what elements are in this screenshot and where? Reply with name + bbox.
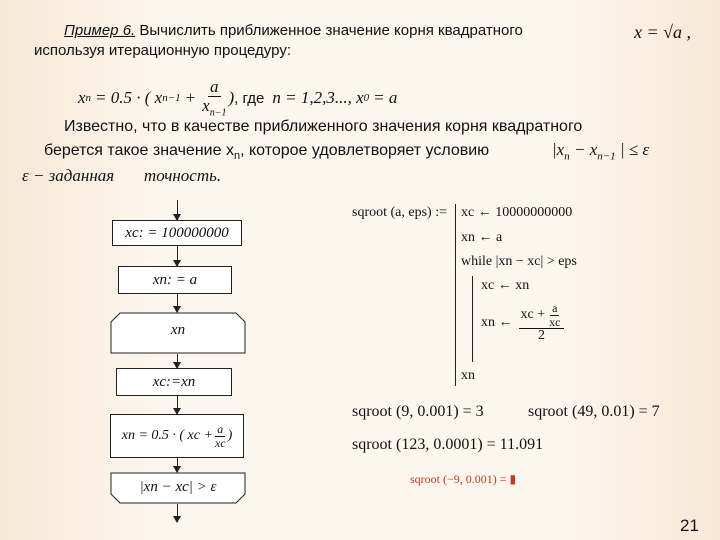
iter-lhs: x (78, 88, 86, 108)
sqrt-formula: x = √a , (634, 22, 692, 42)
program-l5-inner-den: xc (549, 314, 561, 329)
para-l2-a: берется такое значение x (44, 142, 234, 159)
program-inner-bar (472, 276, 473, 362)
program-l5-a: a (552, 301, 558, 315)
flow-end-label: |xn − xc| > ε (139, 479, 217, 495)
iter-fraction (202, 78, 226, 119)
para-line-1: Известно, что в качестве приближенного значения корня квадратного (64, 118, 583, 135)
cond-sub1: n (564, 150, 570, 163)
program-line-1: xc ← 10000000000 (461, 205, 573, 220)
flow-box-init-xn: xn: = a (118, 266, 232, 294)
flow-box-init-xc: xc: = 100000000 (112, 220, 242, 246)
program-l5-inner-frac (549, 302, 560, 328)
iteration-formula (78, 78, 397, 119)
flow-arrow-2 (177, 294, 178, 312)
flow-arrow-3 (177, 354, 178, 368)
flow-box-iterate (110, 414, 244, 458)
iter-sub: n−1 (162, 92, 181, 105)
flow-iter-num: a (217, 421, 224, 436)
example-label: Пример 6. (64, 22, 136, 39)
program-head: sqroot (a, eps) := (352, 205, 447, 220)
iter-n-def: n = 1,2,3..., x (272, 88, 364, 108)
program-l5-pre: xn ← (481, 314, 513, 330)
flow-iter-pre: xn = 0.5 · ( xc + (121, 428, 213, 443)
para-l2-sub: n (233, 150, 241, 163)
header-line-2: используя итерационную процедуру: (34, 42, 291, 59)
program-line-4: xc ← xn (481, 278, 530, 293)
flow-iter-post: ) (227, 428, 233, 443)
header-line-1 (64, 22, 523, 39)
flow-arrow-4 (177, 396, 178, 414)
cond-end: | ≤ ε (619, 140, 650, 159)
para-l2-rest: , которое удовлетворяет условию (240, 142, 490, 159)
program-outer-bar (455, 204, 456, 386)
iter-x0-val: = a (373, 88, 398, 108)
iter-lhs-sub: n (85, 92, 92, 105)
header-task: Вычислить приближенное значение корня квадратного (139, 22, 523, 39)
flow-iter-frac (215, 423, 226, 449)
flow-arrow-6 (177, 504, 178, 522)
iter-close: ) (228, 88, 235, 108)
result-3: sqroot (123, 0.0001) = 11.091 (352, 436, 544, 453)
flow-arrow-5 (177, 458, 178, 472)
program-l5-den: 2 (537, 328, 545, 344)
iter-num: a (210, 77, 219, 96)
program-line-5 (481, 302, 566, 344)
flow-loop-label: xn (170, 322, 186, 338)
page-number: 21 (680, 516, 699, 535)
cond-sub2: n−1 (597, 150, 616, 163)
flow-arrow-1 (177, 246, 178, 266)
result-4-error: sqroot (−9, 0.001) = ▮ (410, 472, 517, 486)
cond-mid: − x (573, 140, 598, 159)
program-line-3: while |xn − xc| > eps (461, 254, 577, 269)
epsilon-line: ε − заданная точность. (22, 166, 222, 185)
iter-x0-sub: 0 (363, 92, 370, 105)
iter-den-wrap (202, 97, 226, 119)
iter-eq: = 0.5 · ( x (95, 88, 163, 108)
program-line-6: xn (461, 368, 475, 383)
flow-box-assign: xc:=xn (116, 368, 232, 396)
program-l5-num (519, 302, 565, 329)
para-line-2 (44, 142, 489, 162)
iter-den: x (202, 95, 210, 115)
iter-where: , где (234, 89, 265, 107)
result-1: sqroot (9, 0.001) = 3 (352, 403, 484, 420)
program-line-2: xn ← a (461, 230, 503, 245)
cond-a: |x (552, 140, 565, 159)
iter-den-sub: n−1 (209, 107, 227, 119)
result-2: sqroot (49, 0.01) = 7 (528, 403, 660, 420)
flow-iter-den: xc (214, 435, 226, 450)
flow-arrow-0 (177, 200, 178, 220)
program-l5-frac (519, 302, 565, 344)
iter-plus: + (184, 88, 197, 108)
program-l5-xc: xc + (520, 306, 546, 322)
condition-formula (552, 140, 649, 162)
